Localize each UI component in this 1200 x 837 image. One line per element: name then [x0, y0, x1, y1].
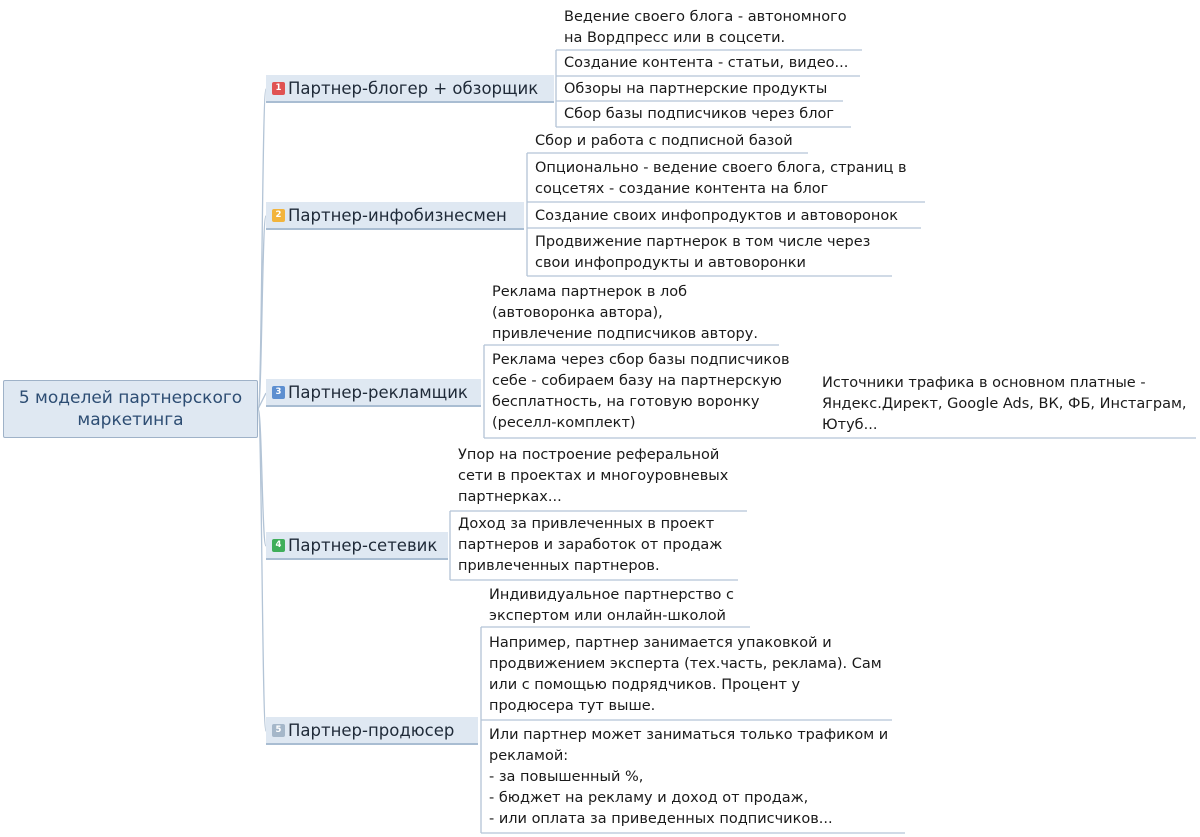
branch-label: Партнер-продюсер — [288, 720, 455, 740]
leaf-1-3[interactable]: Обзоры на партнерские продукты — [564, 81, 828, 97]
connector-branch-1 — [258, 89, 266, 409]
leaf-4-2[interactable]: Доход за привлеченных в проект партнеров и заработок от продаж привлеченных партнеров. — [458, 516, 723, 574]
leaf-2-3[interactable]: Создание своих инфопродуктов и автоворонок — [535, 208, 899, 224]
leaf-5-1[interactable]: Индивидуальное партнерство с экспертом или онлайн-школой — [489, 587, 734, 624]
leaf-5-2[interactable]: Например, партнер занимается упаковкой и продвижением эксперта (тех.часть, реклама). Сам или с помощью подрядчиков. Процент у продюсера тут выше. — [489, 635, 882, 714]
branch-label: Партнер-рекламщик — [288, 382, 468, 402]
leaf-2-1[interactable]: Сбор и работа с подписной базой — [535, 133, 793, 149]
leaf-5-3[interactable]: Или партнер может заниматься только трафиком и рекламой: - за повышенный %, - бюджет на рекламу и доход от продаж, - или оплата за приведенных подписчиков... — [489, 727, 889, 827]
priority-4-icon: 4 — [272, 539, 285, 552]
leaf-1-2[interactable]: Создание контента - статьи, видео... — [564, 55, 849, 71]
priority-5-icon: 5 — [272, 724, 285, 737]
priority-2-icon: 2 — [272, 209, 285, 222]
leaf-1-1[interactable]: Ведение своего блога - автономного на Вордпресс или в соцсети. — [564, 9, 847, 46]
priority-1-icon: 1 — [272, 82, 285, 95]
leaf-2-2[interactable]: Опционально - ведение своего блога, страниц в соцсетях - создание контента на блог — [535, 160, 907, 197]
branch-label: Партнер-инфобизнесмен — [288, 205, 507, 225]
leaf-3-2[interactable]: Реклама через сбор базы подписчиков себе - собираем базу на партнерскую бесплатность, на готовую воронку (реселл-комплект) — [492, 352, 790, 431]
leaf-2-4[interactable]: Продвижение партнерок в том числе через свои инфопродукты и автоворонки — [535, 234, 871, 271]
branch-advertiser[interactable] — [266, 379, 481, 407]
branch-infobusiness[interactable] — [266, 202, 524, 230]
branch-label: Партнер-сетевик — [288, 535, 438, 555]
leaf-3-2-sub[interactable]: Источники трафика в основном платные - Яндекс.Директ, Google Ads, ВК, ФБ, Инстаграм, Ютуб... — [822, 375, 1187, 433]
leaf-4-1[interactable]: Упор на построение реферальной сети в проектах и многоуровневых партнерках... — [458, 447, 729, 505]
leaf-1-4[interactable]: Сбор базы подписчиков через блог — [564, 106, 835, 122]
branch-label: Партнер-блогер + обзорщик — [288, 78, 539, 98]
branch-network[interactable] — [266, 532, 448, 560]
branch-producer[interactable] — [266, 717, 478, 745]
priority-3-icon: 3 — [272, 386, 285, 399]
branch-blogger[interactable] — [266, 75, 554, 103]
leaf-3-1[interactable]: Реклама партнерок в лоб (автоворонка автора), привлечение подписчиков автору. — [492, 284, 758, 342]
central-topic[interactable]: 5 моделей партнерского маркетинга — [3, 380, 258, 438]
